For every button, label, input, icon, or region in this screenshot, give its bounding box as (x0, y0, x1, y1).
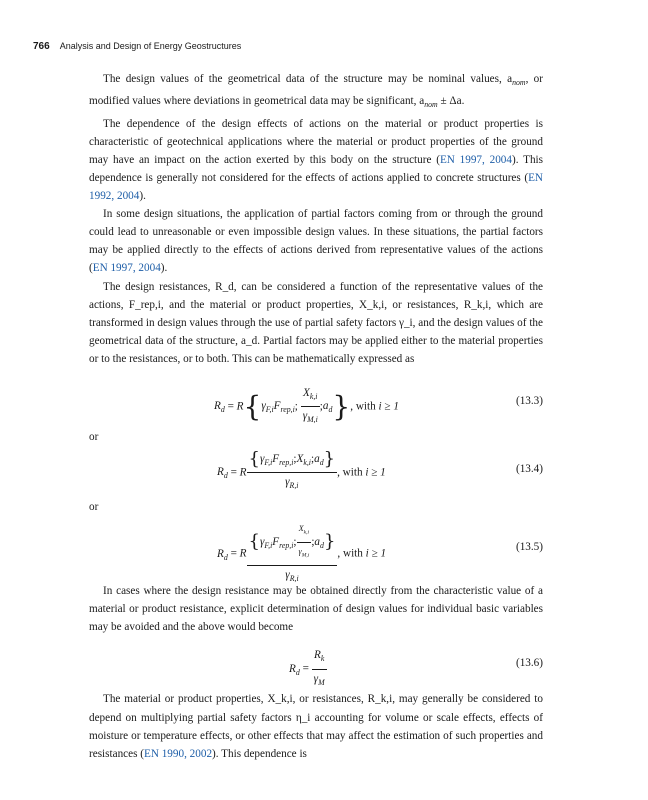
citation-link[interactable]: EN 1992, 2004 (89, 171, 543, 203)
equation-number: (13.3) (515, 394, 543, 407)
paragraph-5: In cases where the design resistance may be obtained directly from the characteristic value of a material or product resistance, explicit determination of design values for individual basic variables may be avoided and the above would become (89, 585, 543, 634)
page-number: 766 (33, 41, 50, 52)
connector-or: or (89, 501, 99, 514)
running-title: Analysis and Design of Energy Geostructures (59, 41, 242, 51)
equation-number: (13.4) (515, 463, 543, 476)
main-text (89, 70, 543, 763)
running-header (33, 41, 241, 52)
equation-13-5: $R_d = R$ {$\gamma_{F,i}F_{rep,i}$; $\frac{X_{k,i}}{\gamma_{M,i}}$ $;a_d$} $\gamma_{R,i}$ , with i ≥ 1 (13.5) (89, 516, 543, 576)
paragraph-6: The material or product properties, X_k,i, or resistances, R_k,i, may generally be considered to depend on multiplying partial safety factors η_i accounting for volume or scale effects, effects of moisture or temperature effects, or other effects that may affect the estimation of such properties and resistances (EN 1990, 2002). This dependence is (89, 693, 543, 760)
paragraph-4: The design resistances, R_d, can be considered a function of the representative values of the actions, F_rep,i, and the material or product properties, X_k,i, or resistances, R_k,i, which are transformed in design values through the use of partial safety factors γ_i, and the design values of the geometrical data of the structure, a_d. Partial factors may be applied either to the material properties or to the resistances, or to both. This can be mathematically expressed as (89, 280, 543, 365)
paragraph-2: The dependence of the design effects of actions on the material or product properties is characteristic of geotechnical applications where the material or product properties of the ground may have an impact on the action exerted by this body on the structure (EN 1997, 2004). This dependence is generally not considered for the effects of actions applied to concrete structures (EN 1992, 2004). (89, 117, 543, 203)
connector-or: or (89, 430, 99, 443)
citation-link[interactable]: EN 1997, 2004 (439, 153, 512, 166)
equation-13-3: $R_d = R\{\gamma_{F,i}F_{rep,i}$; $\frac{X_{k,i}}{\gamma_{M,i}}$ $;a_d$}, with i ≥ 1 (13.3) (89, 376, 543, 428)
equation-13-6: $R_d$ = $\frac{R_k}{\gamma_M}$ (13.6) (89, 642, 543, 690)
equation-number: (13.5) (515, 541, 543, 554)
equation-13-4: $R_d = R$ $\frac{\{\gamma_{F,i}F_{rep,i};X_{k,i};a_d\}}{\gamma_{R,i}}$ , with i ≥ 1 (13.4) (217, 448, 543, 491)
paragraph-3: In some design situations, the application of partial factors coming from or through the ground could lead to unreasonable or even impossible design values. In these situations, the partial factors may be applied directly to the effects of actions derived from representative values of the actions (EN 1997, 2004). (89, 208, 543, 275)
citation-link[interactable]: EN 1997, 2004 (92, 262, 161, 275)
paragraph-1: The design values of the geometrical data of the structure may be nominal values, $a_{nom}$, or modified values where deviations in geometrical data may be significant, $a_{nom} \pm \Delta a$. (89, 73, 544, 110)
citation-link[interactable]: EN 1990, 2002 (143, 747, 213, 760)
equation-number: (13.6) (515, 657, 543, 670)
